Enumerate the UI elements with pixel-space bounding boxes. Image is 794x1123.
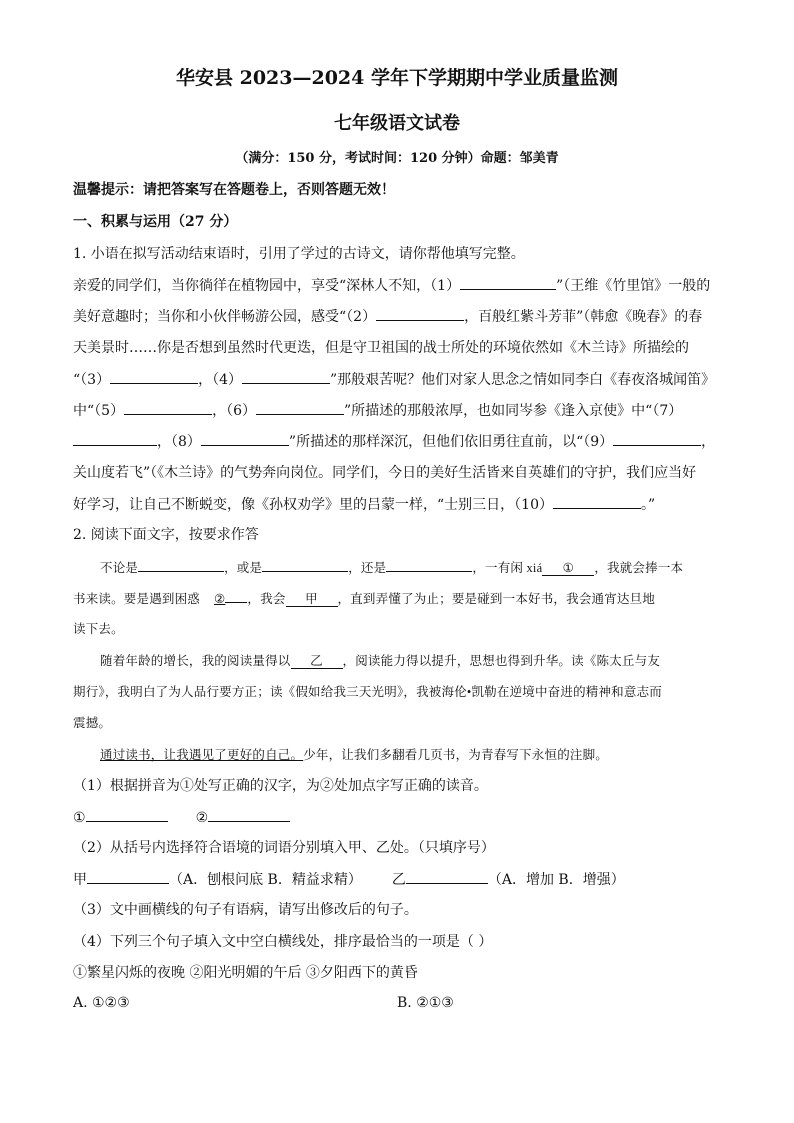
q2-stem: 2. 阅读下面文字，按要求作答 [73,527,259,543]
q1-line: 好学习，让自己不断蜕变，像《孙权劝学》里的吕蒙一样，“士别三日，（10） 。” [73,494,655,515]
subq-1: （1）根据拼音为①处写正确的汉字，为②处加点字写正确的读音。 [73,778,488,794]
answer-blank[interactable] [201,431,289,446]
answer-blank[interactable] [208,807,290,822]
choice-b[interactable]: B. ②①③ [397,995,454,1011]
subq-3: （3）文中画横线的句子有语病，请写出修改后的句子。 [73,902,418,918]
passage-line: 震撼。 [73,716,112,730]
passage-line: 随着年龄的增长，我的阅读量得以 乙 ，阅读能力得以提升，思想也得到升华。读《陈太丘与友 [100,654,661,668]
answer-blank[interactable] [138,557,224,572]
subq-2: （2）从括号内选择符合语境的词语分别填入甲、乙处。（只填序号） [73,840,495,856]
q1-line: 天美景时……你是否想到虽然时代更迭，但是守卫祖国的战士所处的环境依然如《木兰诗》所描绘的 [73,340,689,356]
answer-blank[interactable] [406,869,488,884]
q1-stem: 1. 小语在拟写活动结束语时，引用了学过的古诗文，请你帮他填写完整。 [73,246,525,262]
q1-line: 美好意趣时；当你和小伙伴畅游公园，感受“（2） ，百般红紫斗芳菲”（韩愈《晚春》的春 [73,306,702,327]
q1-line: 亲爱的同学们，当你徜徉在植物园中，享受“深林人不知，（1） ”（王维《竹里馆》一般的 [73,275,710,296]
q1-line: ，（8） ”所描述的那样深沉，但他们依旧勇往直前，以“（9） ， [73,431,715,452]
subq-2-answers: 甲 （A．刨根问底 B．精益求精） 乙 （A．增加 B．增强） [73,869,625,890]
answer-blank[interactable] [613,431,701,446]
answer-blank[interactable] [460,275,556,290]
answer-blank[interactable] [553,494,641,509]
answer-blank[interactable] [86,807,168,822]
subq-1-answers: ① ② [73,807,290,828]
answer-blank[interactable] [242,369,330,384]
underlined-sentence: 通过读书，让我遇见了更好的自己。 [100,748,304,762]
passage-line: 期行》，我明白了为人品行要方正；读《假如给我三天光明》，我被海伦•凯勒在逆境中奋进的精神和意志而 [73,685,662,699]
answer-blank[interactable] [225,588,247,603]
q1-line: “（3） ，（4） ”那般艰苦呢？他们对家人思念之情如同李白《春夜洛城闻笛》 [73,369,715,390]
answer-blank[interactable] [376,306,464,321]
exam-title: 华安县 2023—2024 学年下学期期中学业质量监测 [176,67,618,89]
dotted-char-mark: ② [214,592,226,606]
passage-line: 通过读书，让我遇见了更好的自己。少年，让我们多翻看几页书，为青春写下永恒的注脚。 [100,748,609,762]
choice-a[interactable]: A. ①②③ [73,995,130,1011]
exam-info: （满分：150 分，考试时间：120 分钟）命题：邹美青 [235,151,559,166]
warning-note: 温馨提示：请把答案写在答题卷上，否则答题无效！ [73,182,395,198]
answer-blank[interactable] [73,431,157,446]
answer-blank[interactable] [386,557,472,572]
q1-line: 中“（5） ，（6） ”所描述的那般浓厚，也如同岑参《逢入京使》中“（7） [73,400,682,421]
passage-line: 不论是 ，或是 ，还是 ，一有闲 xiá ① ，我就会捧一本 [100,557,683,578]
answer-blank[interactable] [256,400,344,415]
answer-blank[interactable] [262,557,348,572]
answer-blank[interactable]: 甲 [286,592,338,607]
subq-4: （4）下列三个句子填入文中空白横线处，排序最恰当的一项是（ ） [73,934,493,950]
answer-blank[interactable] [124,400,212,415]
q1-line: 关山度若飞”（《木兰诗》的气势奔向岗位。同学们，今日的美好生活皆来自英雄们的守护，我们应当好 [73,465,697,481]
passage-line: 书来读。要是遇到困惑 ② ，我会 甲 ，直到弄懂了为止；要是碰到一本好书，我会通宵达旦地 [73,588,655,609]
answer-blank[interactable] [110,369,198,384]
subq-4-options: ①繁星闪烁的夜晚 ②阳光明媚的午后 ③夕阳西下的黄昏 [73,965,418,981]
section-heading: 一、积累与运用（27 分） [73,214,238,230]
answer-blank[interactable] [87,869,169,884]
exam-subtitle: 七年级语文试卷 [334,113,460,134]
passage-line: 读下去。 [73,622,124,636]
answer-blank[interactable]: 乙 [291,654,343,669]
answer-blank[interactable]: ① [542,561,594,576]
